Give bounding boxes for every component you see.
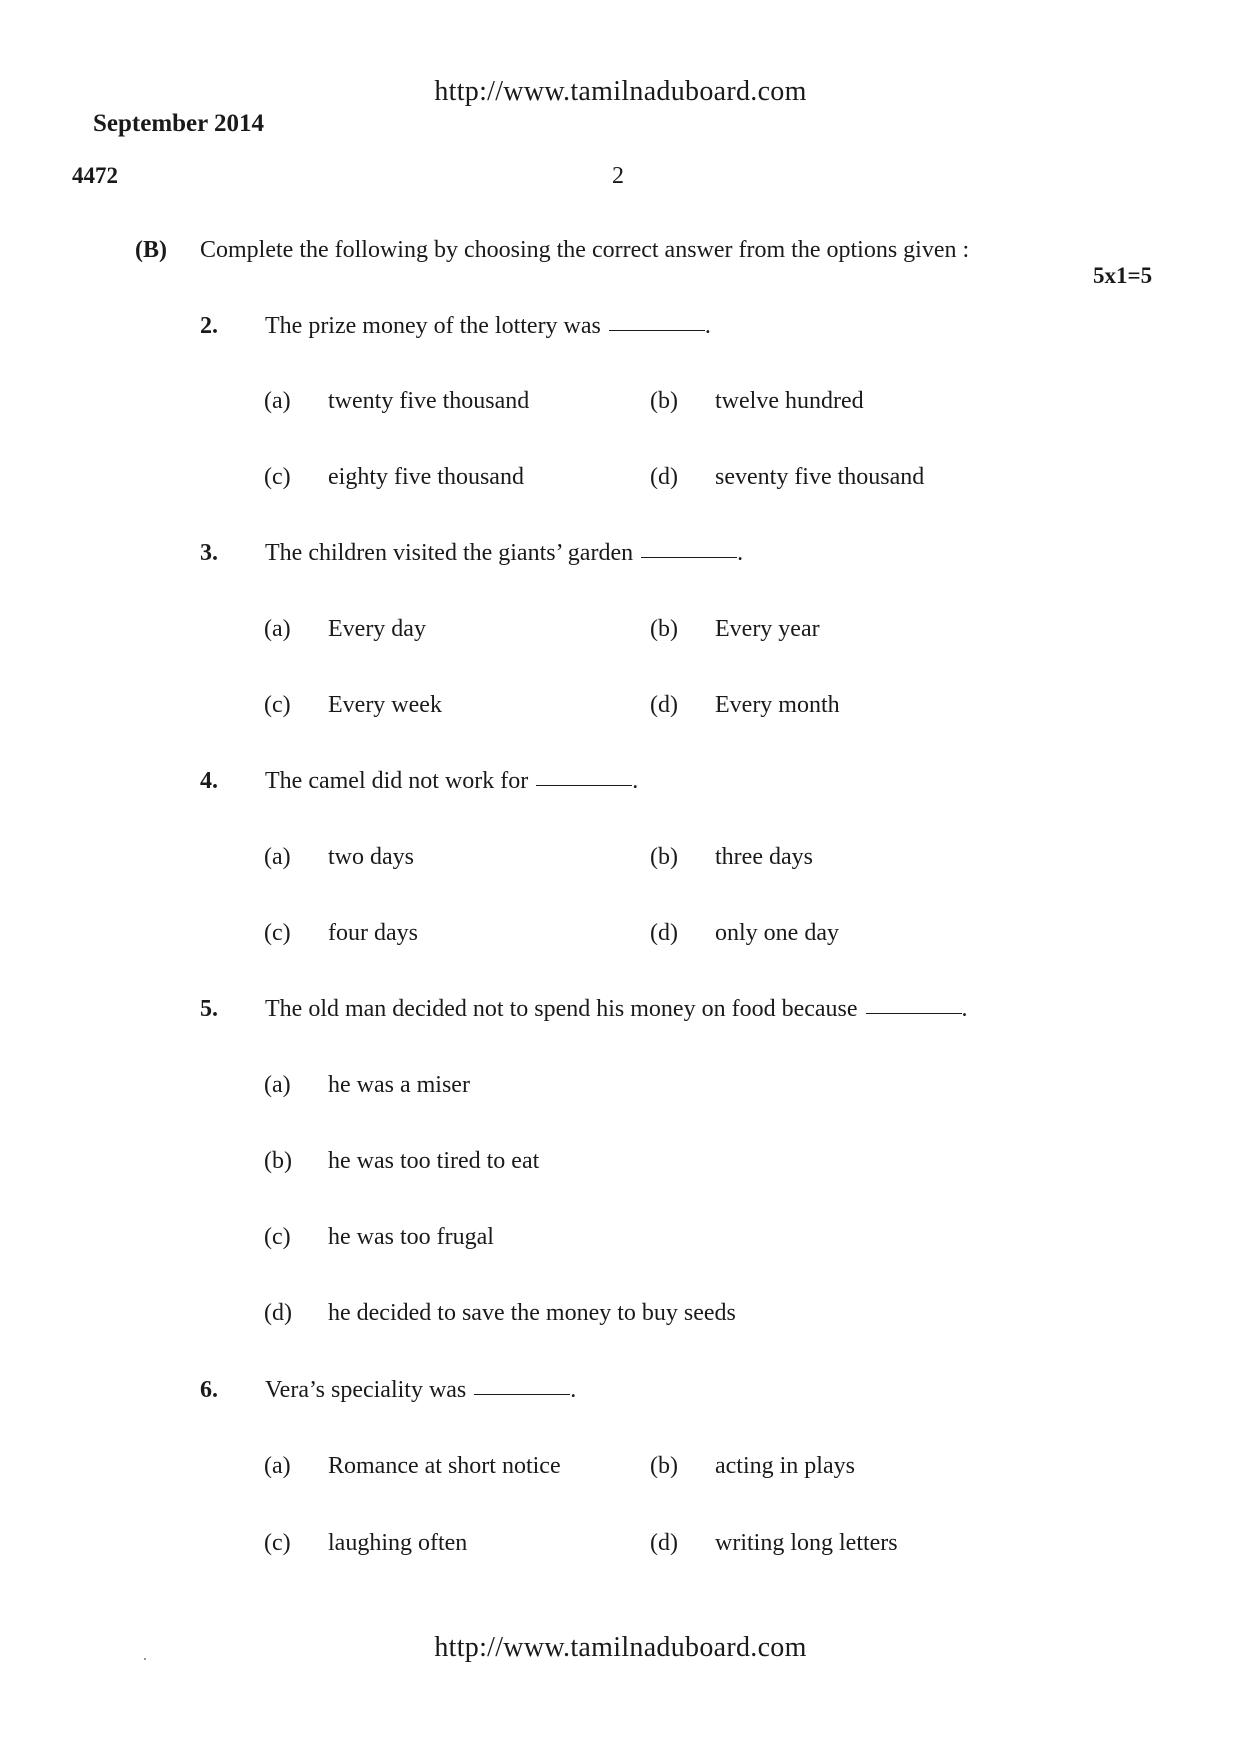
question-stem: The prize money of the lottery was [265, 313, 601, 339]
option-letter: (b) [650, 388, 678, 414]
option-letter: (a) [264, 388, 291, 414]
option-text: three days [715, 844, 813, 870]
option-text: only one day [715, 920, 839, 946]
section-marks: 5x1=5 [1093, 263, 1153, 288]
option-text: Every year [715, 616, 820, 642]
option-text: he decided to save the money to buy seeds [328, 1300, 736, 1326]
question-stem: The old man decided not to spend his money on food because [265, 996, 858, 1022]
answer-blank [866, 1013, 962, 1014]
option-text: Every week [328, 692, 442, 718]
footer-url[interactable]: http://www.tamilnaduboard.com [434, 1632, 807, 1663]
question-end: . [961, 996, 968, 1022]
option-text: eighty five thousand [328, 464, 524, 490]
question-stem: The camel did not work for [265, 768, 529, 794]
option-text: laughing often [328, 1530, 468, 1556]
option-letter: (d) [650, 920, 678, 946]
option-text: he was a miser [328, 1072, 470, 1098]
question-number: 4. [200, 768, 218, 794]
header-url[interactable]: http://www.tamilnaduboard.com [434, 76, 807, 107]
exam-date: September 2014 [93, 110, 265, 137]
question-text [265, 996, 968, 1023]
option-letter: (c) [264, 1224, 291, 1250]
option-letter: (b) [650, 616, 678, 642]
option-letter: (c) [264, 692, 291, 718]
option-letter: (d) [650, 1530, 678, 1556]
option-letter: (b) [264, 1148, 292, 1174]
option-letter: (a) [264, 616, 291, 642]
section-instruction: Complete the following by choosing the correct answer from the options given : [200, 237, 970, 263]
option-letter: (c) [264, 464, 291, 490]
option-letter: (c) [264, 1530, 291, 1556]
option-text: twelve hundred [715, 388, 864, 414]
option-letter: (d) [650, 464, 678, 490]
option-text: Romance at short notice [328, 1453, 561, 1479]
option-text: two days [328, 844, 414, 870]
option-letter: (d) [264, 1300, 292, 1326]
option-text: acting in plays [715, 1453, 855, 1479]
option-letter: (c) [264, 920, 291, 946]
question-text [265, 313, 711, 340]
answer-blank [641, 557, 737, 558]
answer-blank [536, 785, 632, 786]
question-text [265, 540, 743, 567]
option-letter: (a) [264, 844, 291, 870]
option-text: writing long letters [715, 1530, 898, 1556]
option-letter: (a) [264, 1072, 291, 1098]
option-letter: (b) [650, 1453, 678, 1479]
question-number: 3. [200, 540, 218, 566]
option-text: Every day [328, 616, 426, 642]
option-text: Every month [715, 692, 840, 718]
question-end: . [570, 1377, 577, 1403]
option-text: he was too tired to eat [328, 1148, 540, 1174]
answer-blank [609, 330, 705, 331]
option-text: twenty five thousand [328, 388, 530, 414]
option-text: he was too frugal [328, 1224, 494, 1250]
question-end: . [704, 313, 711, 339]
question-end: . [737, 540, 744, 566]
question-text [265, 1377, 576, 1404]
question-number: 5. [200, 996, 218, 1022]
question-text [265, 768, 638, 795]
option-text: four days [328, 920, 418, 946]
question-end: . [632, 768, 639, 794]
option-letter: (b) [650, 844, 678, 870]
answer-blank [474, 1394, 570, 1395]
option-text: seventy five thousand [715, 464, 925, 490]
page-number: 2 [612, 163, 624, 189]
option-letter: (d) [650, 692, 678, 718]
section-label: (B) [135, 237, 167, 263]
question-stem: The children visited the giants’ garden [265, 540, 634, 566]
question-number: 6. [200, 1377, 218, 1403]
question-stem: Vera’s speciality was [265, 1377, 467, 1403]
option-letter: (a) [264, 1453, 291, 1479]
paper-code: 4472 [72, 163, 118, 188]
question-number: 2. [200, 313, 218, 339]
